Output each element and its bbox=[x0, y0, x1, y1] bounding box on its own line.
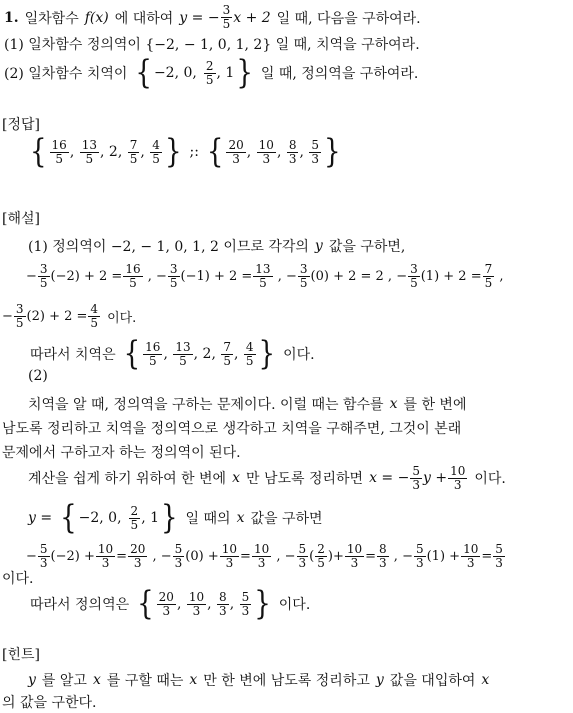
solution-part2-label: (2) bbox=[28, 368, 48, 384]
solution-calc1b: − $\frac{3}{5}$ (2) + 2 = $\frac{4}{5}$ 이다. bbox=[2, 301, 137, 330]
solution-conclusion1: 따라서 치역은 { $\frac{16}{5}$ , $\frac{13}{5}$ , 2 , $\frac{7}{5}$ , $\frac{4}{5}$ } 이다. bbox=[30, 335, 315, 373]
problem-number: 1. bbox=[4, 9, 19, 26]
question-2: (2) 일차함수 치역이 { −2, 0, $\frac{2}{5}$ , 1 } 일 때, 정의역을 구하여라. bbox=[4, 54, 419, 92]
problem-eq-fraction: $\frac{3}{5}$ bbox=[222, 3, 231, 31]
solution-part2-text3: 문제에서 구하고자 하는 정의역이 된다. bbox=[2, 445, 241, 461]
problem-eq-lhs: y = − bbox=[179, 9, 220, 26]
solution-part2-text1: 치역을 알 때, 정의역을 구하는 문제이다. 이럴 때는 함수를 x 를 한 변에 bbox=[28, 396, 467, 413]
hint-header: [힌트] bbox=[2, 647, 40, 663]
solution-part2-yset: y = { −2, 0, $\frac{2}{5}$ , 1 } 일 때의 x 값을 구하면 bbox=[28, 499, 323, 537]
solution-calc1: − $\frac{3}{5}$ (−2) + 2 = $\frac{16}{5}$ , − $\frac{3}{5}$ (−1) + 2 = $\frac{13}{5}$ , − $\frac{3}{5}$ (0) + 2 = 2 , − $\frac{3}{5}$ (1) + 2 = $\frac{7}{5}$ , bbox=[26, 261, 504, 290]
problem-line bbox=[4, 4, 573, 31]
solution-part2-eq: 계산을 쉽게 하기 위하여 한 변에 x 만 남도록 정리하면 x = − $\frac{5}{3}$ y + $\frac{10}{3}$ 이다. bbox=[28, 463, 506, 492]
problem-intro-end: 일 때, 다음을 구하여라. bbox=[276, 10, 421, 27]
answer-sets: { $\frac{16}{5}$ , $\frac{13}{5}$ , 2 , $\frac{7}{5}$ , $\frac{4}{5}$ } ;: { $\frac{20}{3}$ , $\frac{10}{3}$ , $\frac{8}{3}$ , $\frac{5}{3}$ } bbox=[30, 133, 341, 171]
solution-part2-text2: 남도록 정리하고 치역을 정의역으로 생각하고 치역을 구해주면, 그것이 본래 bbox=[2, 421, 462, 437]
answer-header: [정답] bbox=[2, 117, 40, 133]
problem-intro2: 에 대하여 bbox=[114, 10, 174, 27]
problem-intro: 일차함수 bbox=[24, 10, 79, 27]
solution-ida: 이다. bbox=[2, 571, 34, 587]
hint-line1: y 를 알고 x 를 구할 때는 x 만 한 변에 남도록 정리하고 y 값을 대입하여 x bbox=[28, 672, 490, 689]
solution-conclusion2: 따라서 정의역은 { $\frac{20}{3}$ , $\frac{10}{3}$ , $\frac{8}{3}$ , $\frac{5}{3}$ } 이다. bbox=[30, 585, 311, 623]
hint-line2: 의 값을 구한다. bbox=[2, 695, 97, 711]
question-1: (1) 일차함수 정의역이 {−2, − 1, 0, 1, 2} 일 때, 치역을 구하여라. bbox=[4, 37, 420, 53]
problem-fx: f(x) bbox=[84, 9, 109, 26]
solution-header: [해설] bbox=[2, 211, 40, 227]
solution-calc2: − $\frac{5}{3}$ (−2) + $\frac{10}{3}$ = $\frac{20}{3}$ , − $\frac{5}{3}$ (0) + $\frac{10}{3}$ = $\frac{10}{3}$ , − $\frac{5}{3}$ ( $\frac{2}{5}$ )+ $\frac{10}{3}$ = $\frac{8}{3}$ , − $\frac{5}{3}$ (1) + $\frac{10}{3}$ = $\frac{5}{3}$ bbox=[26, 541, 503, 570]
solution-part1: (1) 정의역이 −2, − 1, 0, 1, 2 이므로 각각의 y 값을 구하면, bbox=[28, 238, 406, 255]
problem-eq-rest: x + 2 bbox=[233, 9, 271, 26]
